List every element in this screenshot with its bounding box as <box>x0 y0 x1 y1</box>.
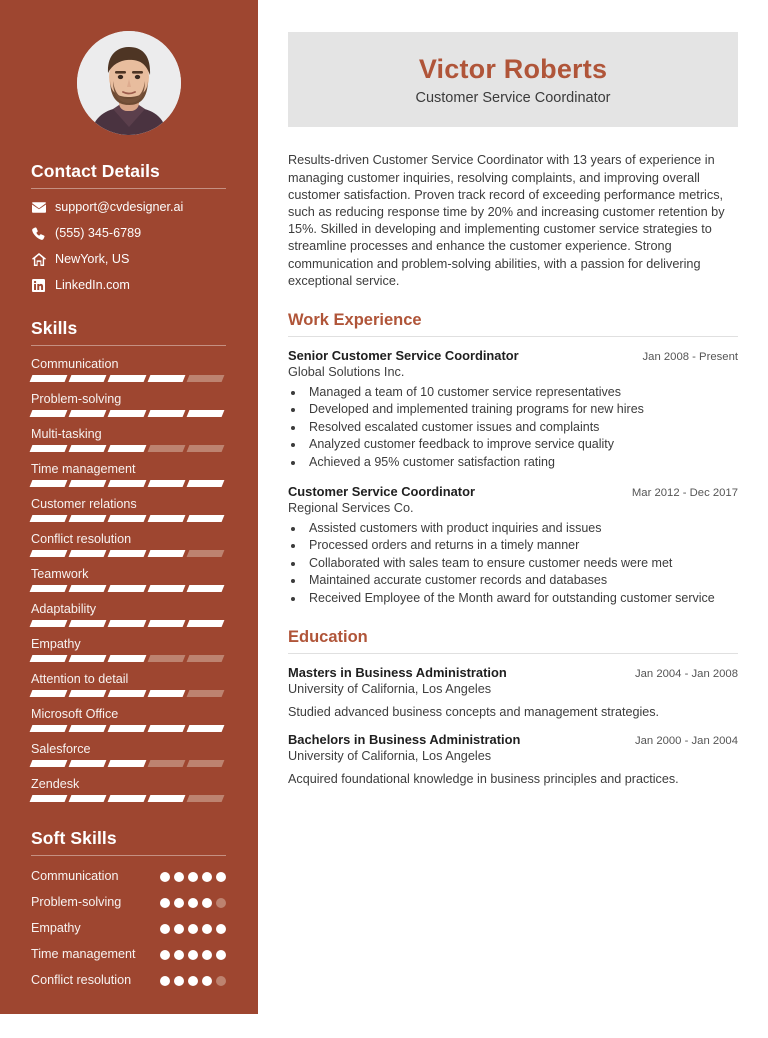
divider <box>31 188 226 189</box>
list-item: • Resolved escalated customer issues and complaints <box>305 419 738 436</box>
skill-segment <box>186 585 224 592</box>
skills-section <box>0 318 258 802</box>
list-item: • Developed and implemented training programs for new hires <box>305 401 738 418</box>
contact-phone-text: (555) 345-6789 <box>55 225 142 240</box>
rating-dot <box>202 924 212 934</box>
rating-dot <box>174 898 184 908</box>
skill-segment <box>69 760 107 767</box>
divider <box>288 336 738 337</box>
home-icon <box>31 252 46 266</box>
skill-item <box>31 707 226 732</box>
education-section <box>288 628 738 786</box>
rating-dot <box>160 872 170 882</box>
skill-segment <box>186 515 224 522</box>
skill-segment <box>147 690 185 697</box>
soft-skills-list <box>31 867 226 990</box>
skill-item <box>31 742 226 767</box>
skill-segment <box>69 480 107 487</box>
skill-item <box>31 777 226 802</box>
rating-dot <box>202 898 212 908</box>
skill-segment <box>69 585 107 592</box>
rating-dot <box>160 976 170 986</box>
contact-item-phone[interactable] <box>31 226 226 240</box>
header-name-box <box>288 32 738 127</box>
skill-level-bar <box>30 480 225 487</box>
rating-dot <box>216 950 226 960</box>
soft-skill-label: Time management <box>31 947 136 961</box>
soft-skill-label: Communication <box>31 869 119 883</box>
skill-label: Adaptability <box>31 602 97 616</box>
rating-dot <box>188 976 198 986</box>
education-description: Acquired foundational knowledge in business principles and practices. <box>288 772 679 787</box>
education-school: University of California, Los Angeles <box>288 749 492 764</box>
rating-dot <box>202 872 212 882</box>
contact-item-email[interactable] <box>31 200 226 214</box>
rating-dot <box>202 950 212 960</box>
skill-item <box>31 532 226 557</box>
skill-segment <box>147 550 185 557</box>
skill-segment <box>186 725 224 732</box>
rating-dot <box>174 924 184 934</box>
rating-dot <box>216 924 226 934</box>
skill-segment <box>69 550 107 557</box>
skill-segment <box>108 725 146 732</box>
skill-segment <box>186 795 224 802</box>
skill-level-bar <box>30 760 225 767</box>
contact-item-location[interactable] <box>31 252 226 266</box>
skill-segment <box>30 515 68 522</box>
skill-segment <box>186 445 224 452</box>
education-heading: Education <box>288 628 368 647</box>
skill-segment <box>147 760 185 767</box>
skill-segment <box>186 655 224 662</box>
list-item: • Received Employee of the Month award for outstanding customer service <box>305 590 738 607</box>
skill-segment <box>147 585 185 592</box>
rating-dot <box>202 976 212 986</box>
skill-item <box>31 497 226 522</box>
skill-segment <box>147 480 185 487</box>
soft-skill-rating <box>160 971 226 986</box>
skill-segment <box>147 620 185 627</box>
work-entry-bullets <box>305 384 738 471</box>
education-entry <box>288 732 738 786</box>
skill-item <box>31 427 226 452</box>
skill-segment <box>30 410 68 417</box>
skill-label: Customer relations <box>31 497 137 511</box>
skill-segment <box>108 550 146 557</box>
skill-label: Salesforce <box>31 742 91 756</box>
skill-label: Attention to detail <box>31 672 129 686</box>
skill-segment <box>108 375 146 382</box>
skill-level-bar <box>30 725 225 732</box>
work-entry-bullets <box>305 520 738 607</box>
skill-segment <box>186 690 224 697</box>
skill-segment <box>186 550 224 557</box>
work-entry-header <box>288 484 738 499</box>
list-item: • Managed a team of 10 customer service representatives <box>305 384 738 401</box>
soft-skill-rating <box>160 919 226 934</box>
education-entry-header <box>288 665 738 680</box>
skill-segment <box>30 480 68 487</box>
skill-label: Time management <box>31 462 136 476</box>
skill-segment <box>108 795 146 802</box>
divider <box>31 855 226 856</box>
skill-segment <box>147 410 185 417</box>
page-title: Victor Roberts <box>418 54 608 84</box>
list-item: • Analyzed customer feedback to improve service quality <box>305 436 738 453</box>
skill-level-bar <box>30 550 225 557</box>
skill-segment <box>108 445 146 452</box>
list-item: • Processed orders and returns in a timely manner <box>305 537 738 554</box>
rating-dot <box>216 976 226 986</box>
soft-skill-label: Empathy <box>31 921 81 935</box>
work-entry-organization: Global Solutions Inc. <box>288 364 405 379</box>
education-degree: Masters in Business Administration <box>288 665 507 681</box>
skill-segment <box>69 515 107 522</box>
divider <box>31 345 226 346</box>
skill-segment <box>30 690 68 697</box>
skill-level-bar <box>30 690 225 697</box>
work-entry-date: Jan 2008 - Present <box>642 350 738 363</box>
education-description: Studied advanced business concepts and management strategies. <box>288 705 660 720</box>
work-entries <box>288 348 738 607</box>
skill-segment <box>69 445 107 452</box>
skill-item <box>31 357 226 382</box>
skill-level-bar <box>30 655 225 662</box>
skill-segment <box>69 725 107 732</box>
skill-segment <box>147 375 185 382</box>
education-entries <box>288 665 738 786</box>
contact-location-text: NewYork, US <box>55 251 130 266</box>
skill-segment <box>30 795 68 802</box>
skill-segment <box>108 410 146 417</box>
work-experience-heading: Work Experience <box>288 310 422 329</box>
skill-segment <box>69 375 107 382</box>
skill-segment <box>69 410 107 417</box>
skill-segment <box>147 445 185 452</box>
work-entry-title: Senior Customer Service Coordinator <box>288 347 519 363</box>
skill-label: Multi-tasking <box>31 427 102 441</box>
soft-skill-item <box>31 893 226 912</box>
rating-dot <box>216 898 226 908</box>
soft-skill-label: Problem-solving <box>31 895 122 909</box>
skill-segment <box>186 620 224 627</box>
skill-level-bar <box>30 445 225 452</box>
rating-dot <box>160 924 170 934</box>
divider <box>288 653 738 654</box>
skill-label: Conflict resolution <box>31 532 132 546</box>
skill-label: Empathy <box>31 637 81 651</box>
skill-segment <box>147 795 185 802</box>
work-entry-date: Mar 2012 - Dec 2017 <box>631 487 738 499</box>
skill-segment <box>69 620 107 627</box>
contact-item-linkedin[interactable] <box>31 278 226 292</box>
skill-segment <box>30 585 68 592</box>
soft-skills-heading: Soft Skills <box>31 828 117 848</box>
skill-level-bar <box>30 515 225 522</box>
person-photo-icon <box>77 31 181 135</box>
education-date: Jan 2000 - Jan 2004 <box>634 735 738 748</box>
work-entry-title: Customer Service Coordinator <box>288 484 475 499</box>
list-item: • Achieved a 95% customer satisfaction rating <box>305 454 738 471</box>
education-entry <box>288 665 738 719</box>
rating-dot <box>174 872 184 882</box>
professional-summary: Results-driven Customer Service Coordinator with 13 years of experience in managing customer inquiries, resolving complaints, and improving overall customer satisfaction. Proven track record of exceeding performance metrics, such as reducing response time by 20% and increasing customer retention by 15%. Skilled in developing and implementing customer service strategies to streamline processes and enhance the customer experience. Strong communication and problem-solving abilities, with a passion for delivering exceptional service. <box>288 153 725 288</box>
skills-heading: Skills <box>31 318 78 338</box>
skill-label: Teamwork <box>31 567 89 581</box>
soft-skill-item <box>31 867 226 886</box>
work-experience-section <box>288 311 738 607</box>
rating-dot <box>188 924 198 934</box>
skill-segment <box>30 620 68 627</box>
list-item: • Collaborated with sales team to ensure customer needs were met <box>305 555 738 572</box>
skill-segment <box>186 410 224 417</box>
soft-skills-section <box>0 828 258 990</box>
work-entry <box>288 484 738 607</box>
skill-segment <box>30 375 68 382</box>
avatar <box>77 31 181 135</box>
skill-segment <box>186 480 224 487</box>
soft-skill-rating <box>160 945 226 960</box>
envelope-icon <box>31 200 46 214</box>
skill-item <box>31 637 226 662</box>
main-content <box>258 0 768 1014</box>
rating-dot <box>174 950 184 960</box>
skill-segment <box>108 655 146 662</box>
skill-label: Zendesk <box>31 777 80 791</box>
skill-segment <box>30 550 68 557</box>
work-entry-organization: Regional Services Co. <box>288 501 414 515</box>
skill-segment <box>108 690 146 697</box>
rating-dot <box>188 950 198 960</box>
skill-segment <box>108 585 146 592</box>
skill-segment <box>186 760 224 767</box>
soft-skill-rating <box>160 867 226 882</box>
education-entry-header <box>288 732 738 747</box>
skill-segment <box>30 655 68 662</box>
skill-segment <box>108 760 146 767</box>
skill-label: Communication <box>31 357 119 371</box>
contact-email-text: support@cvdesigner.ai <box>55 199 184 214</box>
skill-segment <box>108 620 146 627</box>
soft-skill-label: Conflict resolution <box>31 973 132 987</box>
skill-segment <box>30 725 68 732</box>
contact-linkedin-text: LinkedIn.com <box>55 277 130 292</box>
skill-item <box>31 392 226 417</box>
soft-skill-item <box>31 945 226 964</box>
skill-segment <box>108 515 146 522</box>
skill-segment <box>69 655 107 662</box>
rating-dot <box>174 976 184 986</box>
skill-item <box>31 462 226 487</box>
education-school: University of California, Los Angeles <box>288 682 492 697</box>
list-item: • Assisted customers with product inquiries and issues <box>305 520 738 537</box>
skills-list <box>31 357 226 802</box>
skill-segment <box>108 480 146 487</box>
rating-dot <box>160 950 170 960</box>
soft-skill-item <box>31 971 226 990</box>
skill-item <box>31 672 226 697</box>
linkedin-icon <box>31 278 46 292</box>
rating-dot <box>188 898 198 908</box>
skill-segment <box>69 690 107 697</box>
skill-segment <box>147 515 185 522</box>
sidebar <box>0 0 258 1037</box>
job-title: Customer Service Coordinator <box>415 90 611 107</box>
languages-heading: Languages <box>31 1017 125 1037</box>
skill-label: Problem-solving <box>31 392 122 406</box>
contact-details-heading: Contact Details <box>31 161 160 181</box>
languages-section <box>0 1017 258 1038</box>
contact-list <box>31 200 226 292</box>
skill-level-bar <box>30 585 225 592</box>
skill-segment <box>147 655 185 662</box>
rating-dot <box>188 872 198 882</box>
phone-icon <box>31 226 46 240</box>
rating-dot <box>216 872 226 882</box>
skill-segment <box>30 445 68 452</box>
skill-level-bar <box>30 795 225 802</box>
education-degree: Bachelors in Business Administration <box>288 732 521 748</box>
soft-skill-rating <box>160 893 226 908</box>
work-entry <box>288 348 738 471</box>
skill-level-bar <box>30 375 225 382</box>
skill-segment <box>69 795 107 802</box>
skill-segment <box>30 760 68 767</box>
skill-item <box>31 567 226 592</box>
soft-skill-item <box>31 919 226 938</box>
avatar-wrapper <box>0 0 258 135</box>
skill-item <box>31 602 226 627</box>
work-entry-header <box>288 348 738 363</box>
contact-details-section <box>0 161 258 292</box>
education-date: Jan 2004 - Jan 2008 <box>634 668 738 681</box>
skill-segment <box>147 725 185 732</box>
skill-segment <box>186 375 224 382</box>
skill-label: Microsoft Office <box>31 707 119 721</box>
skill-level-bar <box>30 410 225 417</box>
skill-level-bar <box>30 620 225 627</box>
list-item: • Maintained accurate customer records and databases <box>305 572 738 589</box>
rating-dot <box>160 898 170 908</box>
